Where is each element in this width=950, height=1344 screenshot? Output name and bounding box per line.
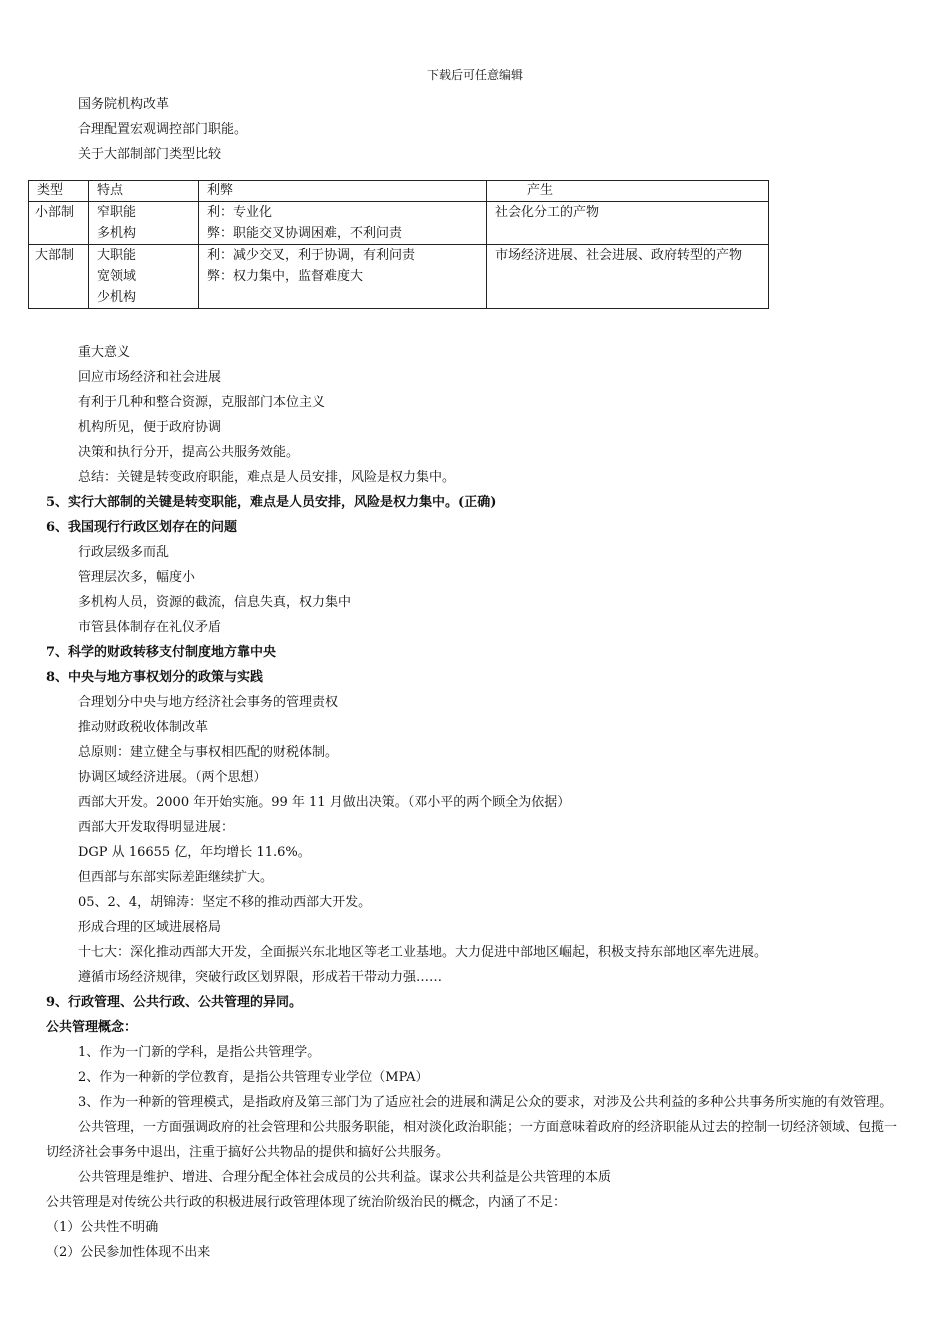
- table-header-row: [29, 181, 769, 202]
- paragraph: 公共管理是对传统公共行政的积极进展行政管理体现了统治阶级治民的概念，内涵了不足：: [46, 1195, 567, 1210]
- cell-type: 小部制: [29, 202, 89, 245]
- list-item: 西部大开发。2000 年开始实施。99 年 11 月做出决策。（邓小平的两个顾全为依据）: [78, 795, 571, 810]
- list-item: 多机构人员，资源的截流，信息失真，权力集中: [78, 595, 352, 610]
- deficit-item: （2）公民参加性体现不出来: [46, 1245, 211, 1260]
- list-item: 总原则：建立健全与事权相匹配的财税体制。: [78, 745, 339, 760]
- significance-line: 重大意义: [78, 345, 131, 360]
- section-heading-5: 5、实行大部制的关键是转变职能，难点是人员安排，风险是权力集中。(正确): [46, 495, 497, 510]
- list-item: 西部大开发取得明显进展：: [78, 820, 235, 835]
- intro-line: 合理配置宏观调控部门职能。: [78, 122, 248, 137]
- intro-line: 国务院机构改革: [78, 97, 170, 112]
- section-heading-6: 6、我国现行行政区划存在的问题: [46, 520, 238, 535]
- paragraph: 公共管理，一方面强调政府的社会管理和公共服务职能，相对淡化政治职能；一方面意味着政府的经济职能从过去的控制一切经济领域、包揽一切经济社会事务中退出，注重于搞好公共物品的提供和搞好公共服务。: [46, 1120, 898, 1160]
- list-item: 十七大：深化推动西部大开发，全面振兴东北地区等老工业基地。大力促进中部地区崛起，积极支持东部地区率先进展。: [78, 945, 768, 960]
- concept-item: 1、作为一门新的学科，是指公共管理学。: [78, 1045, 321, 1060]
- list-item: 市管县体制存在礼仪矛盾: [78, 620, 222, 635]
- page-header: 下载后可任意编辑: [426, 68, 523, 82]
- section-heading-7: 7、科学的财政转移支付制度地方靠中央: [46, 645, 277, 660]
- list-item: 遵循市场经济规律，突破行政区划界限，形成若干带动力强……: [78, 970, 443, 985]
- list-item: 合理划分中央与地方经济社会事务的管理责权: [78, 695, 339, 710]
- section-heading-9: 9、行政管理、公共行政、公共管理的异同。: [46, 995, 303, 1010]
- cell-origin: 市场经济进展、社会进展、政府转型的产物: [487, 245, 769, 309]
- significance-line: 机构所见，便于政府协调: [78, 420, 222, 435]
- paragraph: 公共管理是维护、增进、合理分配全体社会成员的公共利益。谋求公共利益是公共管理的本质: [78, 1170, 612, 1185]
- list-item: 推动财政税收体制改革: [78, 720, 209, 735]
- concept-title: 公共管理概念：: [46, 1020, 138, 1035]
- section-heading-8: 8、中央与地方事权划分的政策与实践: [46, 670, 264, 685]
- header-cell-features: 特点: [89, 181, 199, 202]
- header-cell-origin: 产生: [487, 181, 769, 202]
- significance-line: 总结：关键是转变政府职能，难点是人员安排，风险是权力集中。: [78, 470, 456, 485]
- list-item: 形成合理的区域进展格局: [78, 920, 222, 935]
- significance-line: 回应市场经济和社会进展: [78, 370, 222, 385]
- cell-origin: 社会化分工的产物: [487, 202, 769, 245]
- concept-item: 2、作为一种新的学位教育，是指公共管理专业学位（MPA）: [78, 1070, 429, 1085]
- document-body: [0, 340, 950, 1265]
- cell-features: 窄职能 多机构: [89, 202, 199, 245]
- cell-pros-cons: 利：减少交叉，利于协调，有利问责 弊：权力集中，监督难度大: [199, 245, 487, 309]
- cell-pros-cons: 利：专业化 弊：职能交叉协调困难，不利问责: [199, 202, 487, 245]
- header-cell-pros-cons: 利弊: [199, 181, 487, 202]
- intro-section: [78, 92, 778, 167]
- cell-type: 大部制: [29, 245, 89, 309]
- intro-line: 关于大部制部门类型比较: [78, 147, 222, 162]
- significance-line: 有利于几种和整合资源，克服部门本位主义: [78, 395, 326, 410]
- significance-line: 决策和执行分开，提高公共服务效能。: [78, 445, 300, 460]
- list-item: DGP 从 16655 亿，年均增长 11.6%。: [78, 845, 311, 860]
- table-row: [29, 245, 769, 309]
- concept-item-paragraph: 3、作为一种新的管理模式，是指政府及第三部门为了适应社会的进展和满足公众的要求，对涉及公共利益的多种公共事务所实施的有效管理。: [78, 1095, 893, 1110]
- header-cell-type: 类型: [29, 181, 89, 202]
- cell-features: 大职能 宽领域 少机构: [89, 245, 199, 309]
- list-item: 但西部与东部实际差距继续扩大。: [78, 870, 274, 885]
- list-item: 协调区域经济进展。（两个思想）: [78, 770, 267, 785]
- list-item: 行政层级多而乱: [78, 545, 170, 560]
- list-item: 管理层次多，幅度小: [78, 570, 196, 585]
- deficit-item: （1）公共性不明确: [46, 1220, 159, 1235]
- table-row: [29, 202, 769, 245]
- list-item: 05、2、4，胡锦涛：坚定不移的推动西部大开发。: [78, 895, 372, 910]
- comparison-table: [28, 180, 769, 309]
